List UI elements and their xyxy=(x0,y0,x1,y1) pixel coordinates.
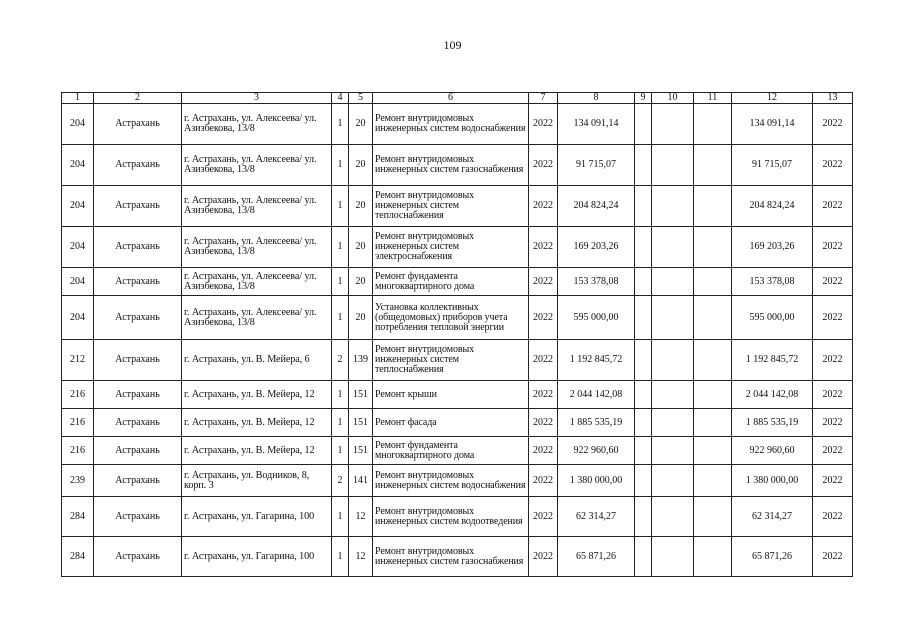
cell-col-11 xyxy=(694,145,732,186)
cell-address: г. Астрахань, ул. Алексеева/ ул. Азизбекова, 13/8 xyxy=(182,296,332,340)
table-row xyxy=(62,381,853,409)
table-row xyxy=(62,227,853,268)
cell-year: 2022 xyxy=(529,497,558,537)
cell-fund-cost: 1 885 535,19 xyxy=(732,409,813,437)
cell-year: 2022 xyxy=(529,296,558,340)
cell-entrances: 1 xyxy=(332,145,349,186)
cell-col-10 xyxy=(652,340,694,381)
column-header-4: 4 xyxy=(332,93,349,104)
cell-address: г. Астрахань, ул. Гагарина, 100 xyxy=(182,497,332,537)
cell-apartments: 151 xyxy=(349,381,373,409)
cell-apartments: 20 xyxy=(349,145,373,186)
cell-work-type: Установка коллективных (общедомовых) приборов учета потребления тепловой энергии xyxy=(373,296,529,340)
table-row xyxy=(62,409,853,437)
cell-total-cost: 1 380 000,00 xyxy=(558,465,635,497)
column-header-11: 11 xyxy=(694,93,732,104)
cell-number: 204 xyxy=(62,145,94,186)
cell-fund-cost: 922 960,60 xyxy=(732,437,813,465)
cell-col-11 xyxy=(694,104,732,145)
cell-col-10 xyxy=(652,409,694,437)
cell-col-9 xyxy=(635,537,652,577)
cell-col-11 xyxy=(694,497,732,537)
cell-year: 2022 xyxy=(529,340,558,381)
cell-year: 2022 xyxy=(529,227,558,268)
cell-work-type: Ремонт внутридомовых инженерных систем водоотведения xyxy=(373,497,529,537)
cell-col-10 xyxy=(652,296,694,340)
column-header-8: 8 xyxy=(558,93,635,104)
cell-total-cost: 153 378,08 xyxy=(558,268,635,296)
table-row xyxy=(62,145,853,186)
page-number: 109 xyxy=(443,38,462,52)
cell-year: 2022 xyxy=(529,465,558,497)
cell-year: 2022 xyxy=(529,381,558,409)
cell-year: 2022 xyxy=(529,104,558,145)
cell-year-end: 2022 xyxy=(813,340,853,381)
cell-number: 216 xyxy=(62,409,94,437)
cell-col-10 xyxy=(652,268,694,296)
column-header-2: 2 xyxy=(94,93,182,104)
column-header-7: 7 xyxy=(529,93,558,104)
cell-col-10 xyxy=(652,497,694,537)
cell-apartments: 12 xyxy=(349,497,373,537)
table-row xyxy=(62,296,853,340)
cell-entrances: 1 xyxy=(332,296,349,340)
cell-address: г. Астрахань, ул. Водников, 8, корп. 3 xyxy=(182,465,332,497)
cell-year-end: 2022 xyxy=(813,296,853,340)
cell-col-10 xyxy=(652,465,694,497)
cell-col-11 xyxy=(694,537,732,577)
cell-number: 204 xyxy=(62,296,94,340)
cell-fund-cost: 169 203,26 xyxy=(732,227,813,268)
column-header-12: 12 xyxy=(732,93,813,104)
cell-total-cost: 1 192 845,72 xyxy=(558,340,635,381)
cell-col-11 xyxy=(694,381,732,409)
cell-fund-cost: 65 871,26 xyxy=(732,537,813,577)
cell-work-type: Ремонт внутридомовых инженерных систем газоснабжения xyxy=(373,145,529,186)
cell-address: г. Астрахань, ул. Алексеева/ ул. Азизбекова, 13/8 xyxy=(182,145,332,186)
cell-number: 284 xyxy=(62,537,94,577)
cell-fund-cost: 595 000,00 xyxy=(732,296,813,340)
cell-address: г. Астрахань, ул. В. Мейера, 12 xyxy=(182,381,332,409)
cell-municipality: Астрахань xyxy=(94,497,182,537)
cell-entrances: 1 xyxy=(332,186,349,227)
cell-municipality: Астрахань xyxy=(94,145,182,186)
cell-total-cost: 65 871,26 xyxy=(558,537,635,577)
cell-number: 284 xyxy=(62,497,94,537)
cell-col-9 xyxy=(635,381,652,409)
cell-number: 216 xyxy=(62,381,94,409)
cell-total-cost: 169 203,26 xyxy=(558,227,635,268)
cell-entrances: 1 xyxy=(332,437,349,465)
cell-year: 2022 xyxy=(529,537,558,577)
cell-col-9 xyxy=(635,104,652,145)
cell-fund-cost: 62 314,27 xyxy=(732,497,813,537)
cell-municipality: Астрахань xyxy=(94,186,182,227)
cell-entrances: 2 xyxy=(332,465,349,497)
table-row xyxy=(62,340,853,381)
cell-year: 2022 xyxy=(529,437,558,465)
cell-year: 2022 xyxy=(529,268,558,296)
cell-municipality: Астрахань xyxy=(94,437,182,465)
capital-repair-table xyxy=(61,92,853,577)
cell-total-cost: 2 044 142,08 xyxy=(558,381,635,409)
cell-apartments: 139 xyxy=(349,340,373,381)
cell-col-11 xyxy=(694,186,732,227)
cell-municipality: Астрахань xyxy=(94,381,182,409)
cell-fund-cost: 1 192 845,72 xyxy=(732,340,813,381)
cell-number: 204 xyxy=(62,104,94,145)
cell-number: 212 xyxy=(62,340,94,381)
cell-number: 204 xyxy=(62,227,94,268)
table-row xyxy=(62,104,853,145)
cell-apartments: 20 xyxy=(349,104,373,145)
cell-col-11 xyxy=(694,268,732,296)
cell-apartments: 20 xyxy=(349,296,373,340)
cell-address: г. Астрахань, ул. Алексеева/ ул. Азизбекова, 13/8 xyxy=(182,104,332,145)
cell-col-11 xyxy=(694,227,732,268)
cell-year: 2022 xyxy=(529,186,558,227)
cell-work-type: Ремонт внутридомовых инженерных систем газоснабжения xyxy=(373,537,529,577)
cell-municipality: Астрахань xyxy=(94,227,182,268)
cell-year-end: 2022 xyxy=(813,381,853,409)
cell-year-end: 2022 xyxy=(813,537,853,577)
cell-number: 239 xyxy=(62,465,94,497)
cell-entrances: 1 xyxy=(332,268,349,296)
cell-municipality: Астрахань xyxy=(94,537,182,577)
cell-apartments: 151 xyxy=(349,409,373,437)
cell-year-end: 2022 xyxy=(813,409,853,437)
cell-year: 2022 xyxy=(529,409,558,437)
cell-entrances: 1 xyxy=(332,104,349,145)
cell-year-end: 2022 xyxy=(813,227,853,268)
cell-apartments: 141 xyxy=(349,465,373,497)
cell-work-type: Ремонт внутридомовых инженерных систем теплоснабжения xyxy=(373,340,529,381)
table-body xyxy=(62,104,853,577)
cell-work-type: Ремонт внутридомовых инженерных систем электроснабжения xyxy=(373,227,529,268)
cell-col-10 xyxy=(652,186,694,227)
cell-number: 204 xyxy=(62,268,94,296)
cell-col-9 xyxy=(635,268,652,296)
cell-col-11 xyxy=(694,340,732,381)
cell-col-11 xyxy=(694,437,732,465)
cell-apartments: 20 xyxy=(349,268,373,296)
cell-col-9 xyxy=(635,465,652,497)
cell-entrances: 1 xyxy=(332,381,349,409)
column-header-1: 1 xyxy=(62,93,94,104)
cell-apartments: 12 xyxy=(349,537,373,577)
cell-apartments: 20 xyxy=(349,186,373,227)
cell-fund-cost: 91 715,07 xyxy=(732,145,813,186)
header-row xyxy=(62,93,853,104)
table-row xyxy=(62,537,853,577)
cell-apartments: 20 xyxy=(349,227,373,268)
cell-work-type: Ремонт внутридомовых инженерных систем водоснабжения xyxy=(373,465,529,497)
cell-col-10 xyxy=(652,227,694,268)
cell-col-10 xyxy=(652,104,694,145)
cell-work-type: Ремонт фасада xyxy=(373,409,529,437)
cell-total-cost: 134 091,14 xyxy=(558,104,635,145)
cell-total-cost: 1 885 535,19 xyxy=(558,409,635,437)
cell-col-9 xyxy=(635,497,652,537)
cell-total-cost: 595 000,00 xyxy=(558,296,635,340)
cell-fund-cost: 1 380 000,00 xyxy=(732,465,813,497)
cell-col-11 xyxy=(694,465,732,497)
cell-fund-cost: 153 378,08 xyxy=(732,268,813,296)
cell-address: г. Астрахань, ул. Алексеева/ ул. Азизбекова, 13/8 xyxy=(182,227,332,268)
cell-year: 2022 xyxy=(529,145,558,186)
cell-entrances: 1 xyxy=(332,227,349,268)
cell-municipality: Астрахань xyxy=(94,409,182,437)
cell-col-9 xyxy=(635,340,652,381)
cell-number: 216 xyxy=(62,437,94,465)
cell-col-9 xyxy=(635,296,652,340)
cell-work-type: Ремонт фундамента многоквартирного дома xyxy=(373,437,529,465)
cell-col-10 xyxy=(652,437,694,465)
cell-municipality: Астрахань xyxy=(94,465,182,497)
cell-year-end: 2022 xyxy=(813,145,853,186)
cell-col-9 xyxy=(635,437,652,465)
cell-year-end: 2022 xyxy=(813,104,853,145)
cell-address: г. Астрахань, ул. Гагарина, 100 xyxy=(182,537,332,577)
cell-work-type: Ремонт фундамента многоквартирного дома xyxy=(373,268,529,296)
cell-total-cost: 91 715,07 xyxy=(558,145,635,186)
cell-work-type: Ремонт крыши xyxy=(373,381,529,409)
column-header-10: 10 xyxy=(652,93,694,104)
cell-municipality: Астрахань xyxy=(94,296,182,340)
cell-entrances: 2 xyxy=(332,340,349,381)
table-row xyxy=(62,186,853,227)
table-row xyxy=(62,465,853,497)
cell-col-9 xyxy=(635,145,652,186)
cell-col-10 xyxy=(652,537,694,577)
cell-total-cost: 204 824,24 xyxy=(558,186,635,227)
cell-col-10 xyxy=(652,381,694,409)
table-row xyxy=(62,497,853,537)
cell-year-end: 2022 xyxy=(813,268,853,296)
cell-col-9 xyxy=(635,409,652,437)
cell-col-9 xyxy=(635,227,652,268)
column-header-6: 6 xyxy=(373,93,529,104)
cell-fund-cost: 204 824,24 xyxy=(732,186,813,227)
cell-address: г. Астрахань, ул. Алексеева/ ул. Азизбекова, 13/8 xyxy=(182,186,332,227)
column-header-9: 9 xyxy=(635,93,652,104)
cell-fund-cost: 2 044 142,08 xyxy=(732,381,813,409)
column-header-3: 3 xyxy=(182,93,332,104)
cell-address: г. Астрахань, ул. Алексеева/ ул. Азизбекова, 13/8 xyxy=(182,268,332,296)
cell-work-type: Ремонт внутридомовых инженерных систем водоснабжения xyxy=(373,104,529,145)
cell-apartments: 151 xyxy=(349,437,373,465)
cell-year-end: 2022 xyxy=(813,437,853,465)
cell-municipality: Астрахань xyxy=(94,268,182,296)
cell-municipality: Астрахань xyxy=(94,104,182,145)
cell-total-cost: 922 960,60 xyxy=(558,437,635,465)
column-header-13: 13 xyxy=(813,93,853,104)
cell-year-end: 2022 xyxy=(813,186,853,227)
cell-number: 204 xyxy=(62,186,94,227)
cell-total-cost: 62 314,27 xyxy=(558,497,635,537)
cell-municipality: Астрахань xyxy=(94,340,182,381)
cell-col-9 xyxy=(635,186,652,227)
cell-col-10 xyxy=(652,145,694,186)
cell-entrances: 1 xyxy=(332,537,349,577)
cell-work-type: Ремонт внутридомовых инженерных систем теплоснабжения xyxy=(373,186,529,227)
cell-entrances: 1 xyxy=(332,497,349,537)
cell-col-11 xyxy=(694,409,732,437)
cell-col-11 xyxy=(694,296,732,340)
cell-year-end: 2022 xyxy=(813,497,853,537)
cell-address: г. Астрахань, ул. В. Мейера, 6 xyxy=(182,340,332,381)
cell-fund-cost: 134 091,14 xyxy=(732,104,813,145)
table-row xyxy=(62,437,853,465)
cell-year-end: 2022 xyxy=(813,465,853,497)
cell-address: г. Астрахань, ул. В. Мейера, 12 xyxy=(182,437,332,465)
table-row xyxy=(62,268,853,296)
cell-address: г. Астрахань, ул. В. Мейера, 12 xyxy=(182,409,332,437)
column-header-5: 5 xyxy=(349,93,373,104)
cell-entrances: 1 xyxy=(332,409,349,437)
